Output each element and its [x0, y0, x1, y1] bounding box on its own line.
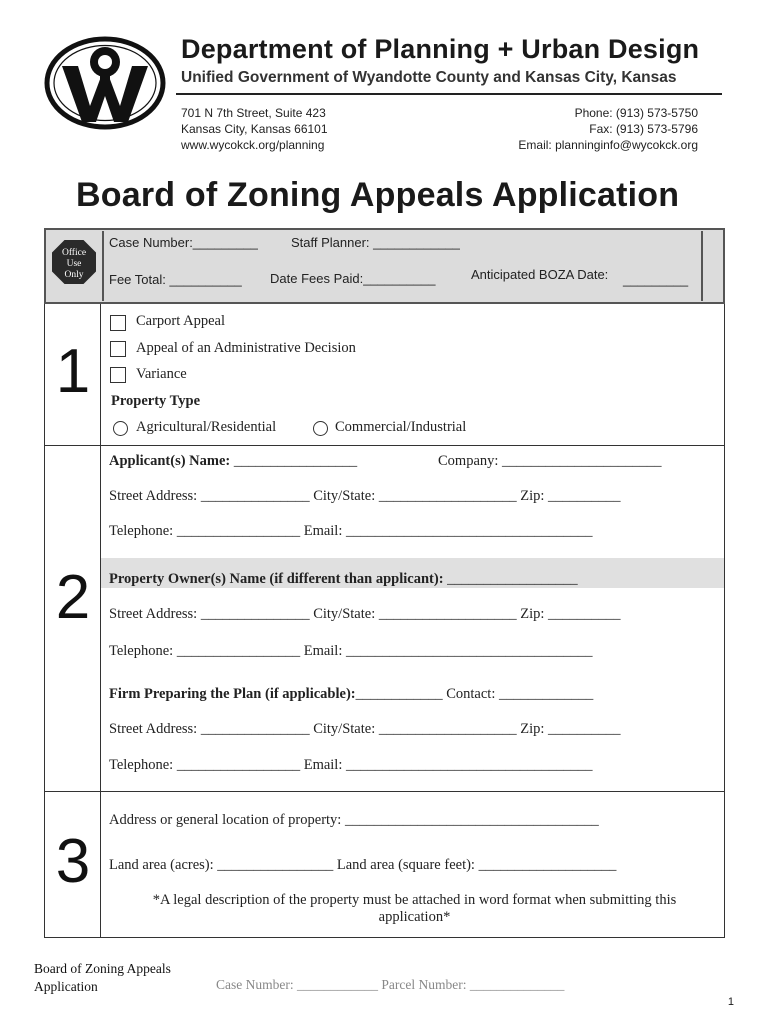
- company-field[interactable]: Company: ______________________: [438, 453, 662, 469]
- footer-document-name: [34, 960, 171, 996]
- address-line1: 701 N 7th Street, Suite 423: [181, 106, 326, 120]
- fee-total-field[interactable]: Fee Total: __________: [109, 272, 242, 287]
- owner-name-field[interactable]: [109, 571, 578, 588]
- agricultural-residential-radio[interactable]: [113, 421, 128, 436]
- fax-number: Fax: (913) 573-5796: [589, 122, 698, 136]
- section-number-box: [45, 446, 101, 791]
- footer-line1: Board of Zoning Appeals: [34, 961, 171, 976]
- carport-appeal-label: Carport Appeal: [136, 313, 225, 329]
- address-line2: Kansas City, Kansas 66101: [181, 122, 328, 136]
- section-number-box: [45, 792, 101, 937]
- website-link[interactable]: www.wycokck.org/planning: [181, 138, 325, 152]
- office-use-box: [44, 228, 725, 304]
- owner-contact-row[interactable]: Telephone: _________________ Email: __________________________________: [109, 643, 593, 659]
- firm-name-label: Firm Preparing the Plan (if applicable):: [109, 686, 356, 702]
- section-number-box: [45, 304, 101, 445]
- legal-description-note-1: *A legal description of the property must be attached in word format when submitting this: [152, 892, 677, 908]
- owner-name-label: Property Owner(s) Name (if different than applicant):: [109, 571, 444, 587]
- applicant-name-blank: _________________: [230, 453, 358, 469]
- date-fees-paid-field[interactable]: Date Fees Paid:__________: [270, 271, 436, 286]
- page-number: 1: [727, 996, 734, 1008]
- variance-label: Variance: [136, 366, 187, 382]
- applicant-address-row[interactable]: Street Address: _______________ City/State: ___________________ Zip: __________: [109, 488, 621, 504]
- applicant-contact-row[interactable]: Telephone: _________________ Email: __________________________________: [109, 523, 593, 539]
- applicant-name-label: Applicant(s) Name:: [109, 453, 231, 469]
- footer-case-parcel: Case Number: ____________ Parcel Number: ______________: [216, 977, 565, 992]
- case-number-field[interactable]: Case Number:_________: [109, 235, 258, 250]
- footer-line2: Application: [34, 979, 98, 994]
- wyco-logo: [44, 36, 166, 130]
- boza-date-field[interactable]: _________: [623, 272, 689, 287]
- carport-appeal-checkbox[interactable]: [110, 315, 126, 331]
- email-address[interactable]: Email: planninginfo@wycokck.org: [518, 138, 698, 152]
- department-subtitle: Unified Government of Wyandotte County and Kansas City, Kansas: [181, 69, 677, 86]
- header-divider: [176, 93, 722, 95]
- variance-checkbox[interactable]: [110, 367, 126, 383]
- agricultural-residential-label: Agricultural/Residential: [136, 419, 277, 435]
- applicant-name-field[interactable]: [109, 453, 357, 470]
- department-title: Department of Planning + Urban Design: [181, 34, 700, 64]
- administrative-appeal-label: Appeal of an Administrative Decision: [136, 340, 356, 356]
- section-number: 1: [55, 337, 91, 406]
- mailing-address: [181, 105, 328, 153]
- property-type-heading: Property Type: [111, 393, 201, 409]
- contact-info: [518, 105, 698, 153]
- stop-line1: Office: [61, 248, 87, 258]
- form-title: Board of Zoning Appeals Application: [76, 176, 680, 214]
- boza-date-label: Anticipated BOZA Date:: [471, 267, 609, 282]
- owner-address-row[interactable]: Street Address: _______________ City/State: ___________________ Zip: __________: [109, 606, 621, 622]
- firm-name-field[interactable]: [109, 686, 593, 703]
- firm-address-row[interactable]: Street Address: _______________ City/State: ___________________ Zip: __________: [109, 721, 621, 737]
- section-number: 3: [55, 827, 91, 896]
- commercial-industrial-radio[interactable]: [313, 421, 328, 436]
- firm-contact-row[interactable]: Telephone: _________________ Email: __________________________________: [109, 757, 593, 773]
- owner-name-blank: __________________: [443, 571, 578, 587]
- legal-description-note-2: application*: [378, 909, 451, 925]
- section-number: 2: [55, 563, 91, 632]
- stop-line2: Use: [66, 259, 82, 269]
- stop-line3: Only: [64, 270, 84, 280]
- land-area-row[interactable]: Land area (acres): ________________ Land area (square feet): ___________________: [109, 857, 617, 873]
- firm-name-blank: ____________ Contact: _____________: [355, 686, 594, 702]
- administrative-appeal-checkbox[interactable]: [110, 341, 126, 357]
- property-location-field[interactable]: Address or general location of property: ___________________________________: [109, 812, 599, 828]
- staff-planner-field[interactable]: Staff Planner: ____________: [291, 235, 460, 250]
- stop-sign-icon: [51, 239, 97, 285]
- phone-number: Phone: (913) 573-5750: [574, 106, 698, 120]
- commercial-industrial-label: Commercial/Industrial: [335, 419, 467, 435]
